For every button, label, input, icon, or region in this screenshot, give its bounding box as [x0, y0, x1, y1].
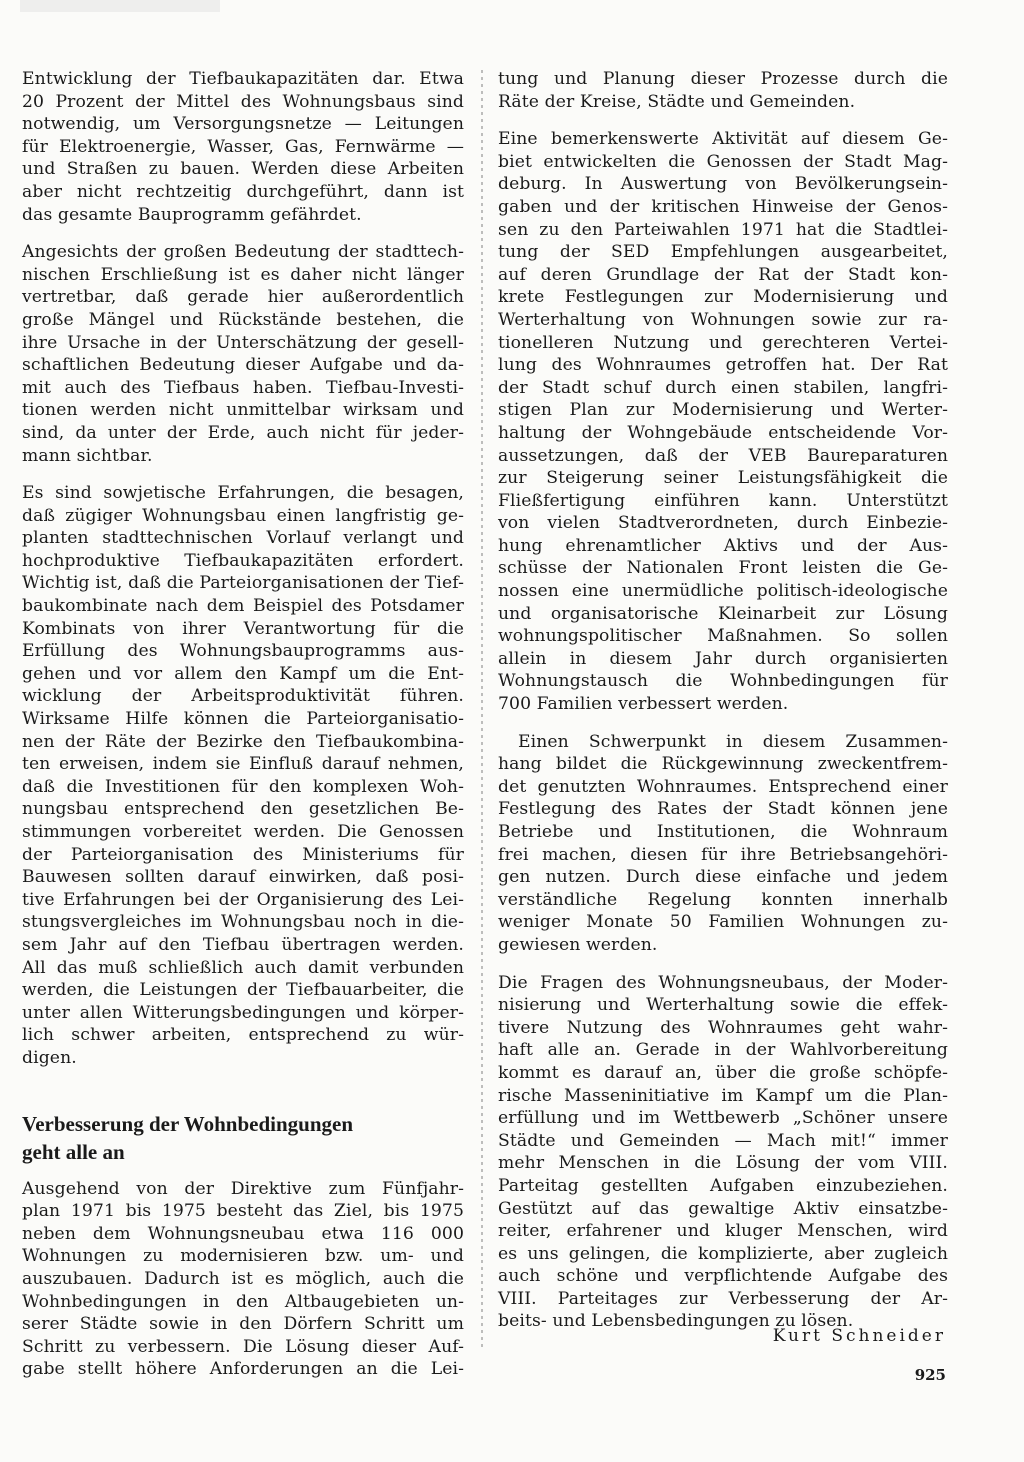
- text-line: Wirksame Hilfe können die Parteiorganisatio-: [22, 709, 464, 730]
- text-line: daß zügiger Wohnungsbau einen langfristig ge-: [22, 505, 464, 526]
- text-line: Wohnungstausch die Wohnbedingungen für: [498, 671, 948, 692]
- text-line: daß die Investitionen für den komplexen Woh-: [22, 776, 464, 797]
- text-line: nossen eine unermüdliche politisch-ideologische: [498, 581, 948, 602]
- text-line: det genutzten Wohnraumes. Entsprechend einer: [498, 776, 948, 797]
- text-line: vertretbar, daß gerade hier außerordentlich: [22, 287, 464, 308]
- text-line: auszubauen. Dadurch ist es möglich, auch die: [22, 1268, 464, 1289]
- text-line: haltung der Wohngebäude entscheidende Vor-: [498, 422, 948, 443]
- text-line: Angesichts der großen Bedeutung der stadttech-: [22, 242, 464, 263]
- text-line: hung ehrenamtlicher Aktivs und der Aus-: [498, 535, 948, 556]
- text-line: ten erweisen, indem sie Einfluß darauf nehmen,: [22, 754, 464, 775]
- text-line: notwendig, um Versorgungsnetze — Leitungen: [22, 114, 464, 135]
- text-line: schaftlichen Bedeutung dieser Aufgabe und da-: [22, 355, 464, 376]
- text-line: stimmungen vorbereitet werden. Die Genossen: [22, 822, 464, 842]
- text-line: serer Städte sowie in den Dörfern Schritt um: [22, 1314, 464, 1335]
- text-line: Bauwesen sollten darauf einwirken, daß posi-: [22, 867, 464, 888]
- text-line: sem Jahr auf den Tiefbau übertragen werden.: [22, 934, 464, 955]
- text-line: große Mängel und Rückstände bestehen, die: [22, 309, 464, 330]
- text-line: nen der Räte der Bezirke den Tiefbaukombina-: [22, 731, 464, 752]
- text-line: All das muß schließlich auch damit verbunden: [22, 957, 464, 978]
- text-line: tionelleren Nutzung und gerechteren Vertei-: [498, 332, 948, 353]
- text-line: Wichtig ist, daß die Parteiorganisationen der Tief-: [22, 573, 464, 594]
- text-line: mit auch des Tiefbaus haben. Tiefbau-Investi-: [22, 377, 464, 398]
- paragraph: [22, 1178, 464, 1381]
- page-number: 925: [914, 1366, 946, 1384]
- text-line: Entwicklung der Tiefbaukapazitäten dar. Etwa: [22, 69, 464, 89]
- text-line: baukombinate nach dem Beispiel des Potsdamer: [22, 596, 464, 617]
- text-line: Werterhaltung von Wohnungen sowie zur ra-: [498, 309, 948, 330]
- text-line: beits- und Lebensbedingungen zu lösen.: [498, 1311, 854, 1332]
- text-line: kommt es darauf an, über die große schöpfe-: [498, 1062, 948, 1083]
- text-line: allein in diesem Jahr durch organisierten: [498, 648, 948, 669]
- text-line: Schritt zu verbessern. Die Lösung dieser Auf-: [22, 1336, 464, 1357]
- text-line: wohnungspolitischer Maßnahmen. So sollen: [498, 626, 948, 647]
- text-line: tung und Planung dieser Prozesse durch die: [498, 69, 948, 89]
- paragraph: [22, 68, 464, 226]
- text-line: Gestützt auf das gewaltige Aktiv einsatzbe-: [498, 1198, 948, 1219]
- text-line: frei machen, diesen für ihre Betriebsangehöri-: [498, 844, 948, 865]
- text-line: Festlegung des Rates der Stadt können jene: [498, 799, 948, 820]
- text-line: nisierung und Werterhaltung sowie die effek-: [498, 995, 948, 1016]
- text-line: nungsbau entsprechend den gesetzlichen Be-: [22, 799, 464, 820]
- text-line: krete Festlegungen zur Modernisierung und: [498, 287, 948, 308]
- text-line: planten stadttechnischen Vorlauf verlangt und: [22, 528, 464, 549]
- text-line: auf deren Grundlage der Rat der Stadt kon-: [498, 264, 948, 285]
- text-line: nischen Erschließung ist es daher nicht länger: [22, 264, 464, 285]
- text-line: Eine bemerkenswerte Aktivität auf diesem Ge-: [498, 129, 948, 150]
- text-line: tivere Nutzung des Wohnraumes geht wahr-: [498, 1017, 948, 1038]
- text-line: und organisatorische Kleinarbeit zur Lösung: [498, 603, 948, 624]
- text-line: 700 Familien verbessert werden.: [498, 694, 789, 715]
- text-line: mehr Menschen in die Lösung der vom VIII.: [498, 1153, 948, 1174]
- text-line: Wohnungen zu modernisieren bzw. um- und: [22, 1246, 464, 1267]
- text-line: Parteitag gestellten Aufgaben einzubeziehen.: [498, 1175, 948, 1196]
- text-line: für Elektroenergie, Wasser, Gas, Fernwärme —: [22, 136, 464, 157]
- text-line: erfüllung und im Wettbewerb „Schöner unsere: [498, 1108, 948, 1129]
- paragraph: [498, 128, 948, 715]
- text-line: Kombinats von ihrer Verantwortung für die: [22, 618, 464, 639]
- column-divider: [481, 70, 483, 1350]
- paragraph: [22, 482, 464, 1069]
- text-line: Räte der Kreise, Städte und Gemeinden.: [498, 91, 856, 112]
- text-line: das gesamte Bauprogramm gefährdet.: [22, 204, 362, 225]
- heading-line: geht alle an: [22, 1139, 125, 1164]
- text-line: der Stadt schuf durch einen stabilen, langfri-: [498, 377, 948, 398]
- text-line: zur Steigerung seiner Leistungsfähigkeit die: [498, 468, 948, 489]
- text-line: stungsvergleiches im Wohnungsbau noch in die-: [22, 912, 464, 933]
- text-line: weniger Monate 50 Familien Wohnungen zu-: [498, 912, 948, 933]
- text-line: schüsse der Nationalen Front leisten die Ge-: [498, 558, 948, 579]
- text-line: unter allen Witterungsbedingungen und körper-: [22, 1002, 464, 1023]
- text-line: Städte und Gemeinden — Mach mit!“ immer: [498, 1130, 948, 1151]
- text-line: aber nicht rechtzeitig durchgeführt, dann ist: [22, 181, 464, 202]
- text-line: gabe stellt höhere Anforderungen an die Lei-: [22, 1359, 464, 1380]
- text-line: werden, die Leistungen der Tiefbauarbeiter, die: [22, 980, 464, 1001]
- paragraph: [498, 731, 948, 957]
- text-line: Ausgehend von der Direktive zum Fünfjahr-: [22, 1178, 464, 1199]
- text-line: VIII. Parteitages zur Verbesserung der Ar-: [498, 1288, 948, 1309]
- text-line: deburg. In Auswertung von Bevölkerungsein-: [498, 174, 948, 195]
- text-line: tive Erfahrungen bei der Organisierung des Lei-: [22, 889, 464, 910]
- text-line: der Parteiorganisation des Ministeriums für: [22, 844, 464, 865]
- author-signature: Kurt Schneider: [772, 1326, 946, 1346]
- text-line: hochproduktive Tiefbaukapazitäten erfordert.: [22, 550, 464, 571]
- text-line: neben dem Wohnungsneubau etwa 116 000: [22, 1223, 464, 1244]
- left-column: [22, 68, 464, 1396]
- text-line: plan 1971 bis 1975 besteht das Ziel, bis 1975: [22, 1201, 464, 1222]
- text-line: digen.: [22, 1047, 77, 1068]
- text-line: biet entwickelten die Genossen der Stadt Mag-: [498, 151, 948, 172]
- text-line: stigen Plan zur Modernisierung und Werter-: [498, 400, 948, 421]
- text-line: tionen werden nicht unmittelbar wirksam und: [22, 400, 464, 421]
- right-column: [498, 68, 948, 1348]
- text-line: lung des Wohnraumes getroffen hat. Der Rat: [498, 355, 948, 376]
- text-line: Es sind sowjetische Erfahrungen, die besagen,: [22, 483, 464, 504]
- text-line: tung der SED Empfehlungen ausgearbeitet,: [498, 242, 948, 263]
- text-line: gehen und vor allem den Kampf um die Ent-: [22, 663, 464, 684]
- text-line: reiter, erfahrener und kluger Menschen, wird: [498, 1221, 948, 1242]
- text-line: ihre Ursache in der Unterschätzung der gesell-: [22, 332, 464, 353]
- text-line: 20 Prozent der Mittel des Wohnungsbaus sind: [22, 91, 464, 112]
- text-line: Einen Schwerpunkt in diesem Zusammen-: [518, 731, 948, 752]
- text-line: gewiesen werden.: [498, 934, 658, 955]
- text-line: es uns gelingen, die komplizierte, aber zugleich: [498, 1243, 948, 1264]
- text-line: gaben und der kritischen Hinweise der Genos-: [498, 196, 948, 217]
- text-line: sen zu den Parteiwahlen 1971 hat die Stadtlei-: [498, 219, 948, 240]
- text-line: lich schwer arbeiten, entsprechend zu wür-: [22, 1025, 464, 1046]
- text-line: sind, da unter der Erde, auch nicht für jeder-: [22, 422, 464, 443]
- text-line: gen nutzen. Durch diese einfache und jedem: [498, 867, 948, 888]
- text-line: mann sichtbar.: [22, 445, 153, 466]
- text-line: hang bildet die Rückgewinnung zweckentfrem-: [498, 754, 948, 775]
- text-line: rische Masseninitiative im Kampf um die Plan-: [498, 1085, 948, 1106]
- text-line: wicklung der Arbeitsproduktivität führen.: [22, 686, 464, 707]
- text-line: verständliche Regelung konnten innerhalb: [498, 889, 948, 910]
- paragraph: [22, 241, 464, 467]
- paragraph: [498, 972, 948, 1334]
- text-line: von vielen Stadtverordneten, durch Einbezie-: [498, 513, 948, 534]
- text-line: auch schöne und verpflichtende Aufgabe des: [498, 1266, 948, 1287]
- paragraph: [498, 68, 948, 113]
- text-line: aussetzungen, daß der VEB Baureparaturen: [498, 445, 948, 466]
- text-line: Betriebe und Institutionen, die Wohnraum: [498, 822, 948, 842]
- text-line: Fließfertigung einführen kann. Unterstützt: [498, 490, 948, 511]
- heading-line: Verbesserung der Wohnbedingungen: [22, 1111, 354, 1136]
- text-line: und Straßen zu bauen. Werden diese Arbeiten: [22, 159, 464, 180]
- text-line: Wohnbedingungen in den Altbaugebieten un-: [22, 1291, 464, 1312]
- section-heading: [22, 1110, 464, 1166]
- scan-edge-smudge: [20, 0, 220, 12]
- text-line: Die Fragen des Wohnungsneubaus, der Moder-: [498, 972, 948, 993]
- text-line: Erfüllung des Wohnungsbauprogramms aus-: [22, 641, 464, 662]
- text-line: haft alle an. Gerade in der Wahlvorbereitung: [498, 1040, 948, 1061]
